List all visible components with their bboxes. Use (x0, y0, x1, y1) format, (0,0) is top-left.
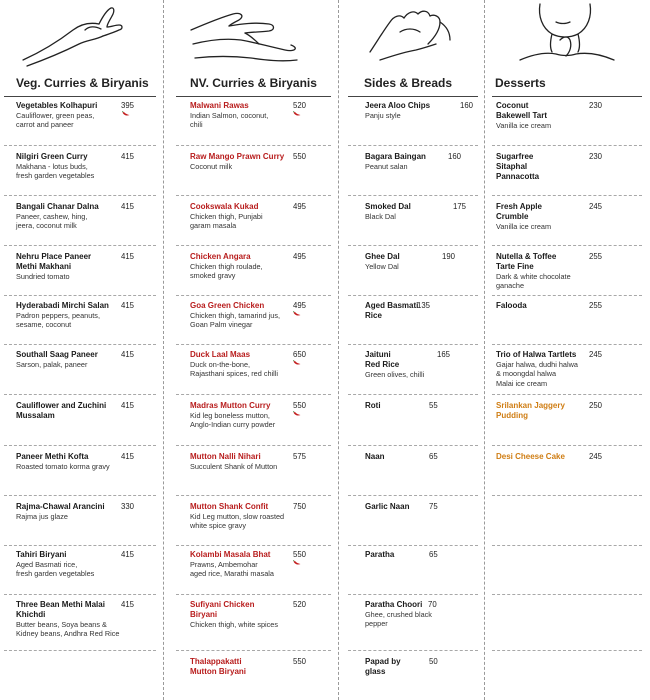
menu-item (16, 502, 166, 521)
row-divider (492, 344, 642, 345)
chili-icon (293, 311, 301, 317)
menu-item-description: Prawns, Ambemohar aged rice, Marathi masala (190, 560, 274, 579)
menu-item (16, 202, 166, 231)
heading-rule (492, 96, 642, 97)
heading-rule (176, 96, 331, 97)
menu-item-name: Nutella & Toffee Tarte Fine (496, 252, 557, 271)
hand-pinch-illustration (15, 0, 135, 68)
menu-item-name: Chicken Angara (190, 252, 251, 261)
menu-item-price: 255 (589, 301, 603, 310)
menu-item-price: 415 (121, 152, 135, 161)
menu-item (190, 600, 340, 629)
menu-item (365, 600, 515, 629)
column-heading: Desserts (495, 76, 546, 90)
menu-item-name: Coconut Bakewell Tart (496, 101, 547, 120)
menu-item (190, 301, 340, 330)
hands-rubbing-illustration (185, 0, 305, 68)
row-divider (348, 445, 478, 446)
menu-item-price: 650 (293, 350, 307, 359)
menu-item-name: Garlic Naan (365, 502, 410, 511)
menu-item-price: 550 (293, 550, 307, 559)
row-divider (348, 594, 478, 595)
menu-item (190, 550, 340, 579)
menu-item-price: 165 (437, 350, 451, 359)
row-divider (176, 344, 331, 345)
menu-item-name: Madras Mutton Curry (190, 401, 271, 410)
menu-item-price: 245 (589, 202, 603, 211)
menu-item-name: Aged Basmati Rice (365, 301, 419, 320)
row-divider (348, 545, 478, 546)
menu-item-description: Chicken thigh roulade, smoked gravy (190, 262, 263, 281)
menu-item-price: 415 (121, 550, 135, 559)
menu-item-price: 175 (453, 202, 467, 211)
menu-item-name: Fresh Apple Crumble (496, 202, 542, 221)
menu-item-price: 55 (429, 401, 438, 410)
menu-item-name: Bangali Chanar Dalna (16, 202, 99, 211)
menu-item-name: Nehru Place Paneer Methi Makhani (16, 252, 92, 271)
chili-icon (293, 111, 301, 117)
menu-item-description: Makhana - lotus buds, fresh garden vegetables (16, 162, 95, 181)
menu-item-description: Paneer, cashew, hing, jeera, coconut milk (16, 212, 88, 231)
menu-item (190, 657, 340, 677)
menu-item-description: Aged Basmati rice, fresh garden vegetables (16, 560, 95, 579)
menu-item (365, 202, 515, 221)
menu-item-name: Jaituni Red Rice (365, 350, 400, 369)
menu-item-description: Kid leg boneless mutton, Anglo-Indian curry powder (190, 411, 276, 430)
menu-item (190, 202, 340, 231)
menu-item-name: Duck Laal Maas (190, 350, 251, 359)
menu-item-price: 255 (589, 252, 603, 261)
menu-item-description: Gajar halwa, dudhi halwa & moongdal halwa Malai ice cream (496, 360, 578, 388)
heading-rule (348, 96, 478, 97)
menu-item (496, 152, 646, 182)
menu-item-name: Falooda (496, 301, 527, 310)
menu-item (16, 252, 166, 281)
menu-item (16, 550, 166, 579)
row-divider (176, 445, 331, 446)
menu-item-name: Trio of Halwa Tartlets (496, 350, 577, 359)
menu-item-name: Thalappakatti Mutton Biryani (190, 657, 246, 676)
menu-item (496, 101, 646, 130)
menu-item-price: 250 (589, 401, 603, 410)
menu-item-price: 135 (417, 301, 431, 310)
menu-item-price: 495 (293, 252, 307, 261)
menu-item-description: Chicken thigh, white spices (190, 620, 279, 629)
menu-item-price: 65 (429, 452, 438, 461)
menu-item (496, 202, 646, 231)
menu-item (365, 502, 515, 512)
menu-item-description: Chicken thigh, tamarind jus, Goan Palm vinegar (190, 311, 281, 330)
chili-icon (293, 560, 301, 566)
menu-item-description: Dark & white chocolate ganache (496, 272, 571, 291)
row-divider (4, 344, 156, 345)
row-divider (492, 545, 642, 546)
row-divider (492, 445, 642, 446)
menu-item-name: Three Bean Methi Malai Khichdi (16, 600, 105, 619)
menu-item (365, 301, 515, 321)
chili-icon (293, 411, 301, 417)
menu-item-name: Srilankan Jaggery Pudding (496, 401, 565, 420)
menu-item-description: Sarson, palak, paneer (16, 360, 88, 369)
menu-item (365, 452, 515, 462)
menu-item-name: Paneer Methi Kofta (16, 452, 89, 461)
menu-item-name: Paratha Choori (365, 600, 423, 609)
menu-item-name: Nilgiri Green Curry (16, 152, 88, 161)
menu-item-description: Vanilla ice cream (496, 121, 552, 130)
menu-item (190, 101, 340, 130)
menu-item-price: 330 (121, 502, 135, 511)
column-heading: NV. Curries & Biryanis (190, 76, 317, 90)
menu-item (16, 101, 166, 130)
menu-item-name: Malwani Rawas (190, 101, 249, 110)
row-divider (492, 594, 642, 595)
menu-item-price: 575 (293, 452, 307, 461)
row-divider (4, 295, 156, 296)
menu-item-name: Naan (365, 452, 385, 461)
menu-item-price: 160 (448, 152, 462, 161)
menu-item (16, 452, 166, 471)
menu-item (365, 101, 515, 120)
row-divider (492, 195, 642, 196)
menu-item (16, 152, 166, 181)
menu-item-description: Sundried tomato (16, 272, 70, 281)
menu-item (16, 350, 166, 369)
row-divider (176, 145, 331, 146)
menu-item-price: 230 (589, 152, 603, 161)
menu-item-description: Padron peppers, peanuts, sesame, coconut (16, 311, 100, 330)
row-divider (176, 394, 331, 395)
menu-item (365, 152, 515, 171)
menu-item-description: Rajma jus glaze (16, 512, 68, 521)
menu-item-name: Sugarfree Sitaphal Pannacotta (496, 152, 540, 181)
menu-item (190, 152, 340, 171)
menu-item-description: Vanilla ice cream (496, 222, 552, 231)
menu-item (496, 452, 646, 462)
menu-item-name: Smoked Dal (365, 202, 411, 211)
menu-item-name: Ghee Dal (365, 252, 400, 261)
menu-item-price: 495 (293, 202, 307, 211)
row-divider (492, 295, 642, 296)
row-divider (176, 245, 331, 246)
menu-item (496, 252, 646, 291)
menu-item-price: 230 (589, 101, 603, 110)
menu-item (365, 657, 515, 677)
menu-item-name: Mutton Shank Confit (190, 502, 269, 511)
row-divider (4, 394, 156, 395)
menu-item (16, 401, 166, 421)
row-divider (176, 195, 331, 196)
row-divider (4, 145, 156, 146)
menu-item-name: Rajma-Chawal Arancini (16, 502, 105, 511)
menu-item (496, 301, 646, 311)
menu-item-description: Panju style (365, 111, 401, 120)
menu-item-price: 75 (429, 502, 438, 511)
menu-item-description: Black Dal (365, 212, 396, 221)
menu-item (496, 350, 646, 388)
menu-item (496, 401, 646, 421)
row-divider (348, 295, 478, 296)
chili-icon (122, 111, 130, 117)
row-divider (4, 650, 156, 651)
row-divider (492, 495, 642, 496)
menu-item-price: 415 (121, 401, 135, 410)
row-divider (348, 195, 478, 196)
menu-item-description: Duck on-the-bone, Rajasthani spices, red chilli (190, 360, 279, 379)
menu-item (16, 301, 166, 330)
row-divider (176, 295, 331, 296)
row-divider (348, 344, 478, 345)
row-divider (348, 394, 478, 395)
menu-item (365, 252, 515, 271)
menu-item-description: Yellow Dal (365, 262, 399, 271)
menu-item-name: Mutton Nalli Nihari (190, 452, 261, 461)
menu-item-price: 750 (293, 502, 307, 511)
row-divider (492, 145, 642, 146)
menu-item-price: 550 (293, 152, 307, 161)
row-divider (492, 394, 642, 395)
menu-item (190, 452, 340, 471)
hand-tearing-illustration (360, 0, 460, 68)
chili-icon (293, 360, 301, 366)
menu-item (365, 350, 515, 379)
menu-item-name: Tahiri Biryani (16, 550, 67, 559)
row-divider (176, 594, 331, 595)
row-divider (348, 495, 478, 496)
menu-item-price: 50 (429, 657, 438, 666)
row-divider (492, 245, 642, 246)
menu-item-description: Peanut salan (365, 162, 408, 171)
menu-item-price: 190 (442, 252, 456, 261)
column-heading: Veg. Curries & Biryanis (16, 76, 149, 90)
menu-item-description: Roasted tomato korma gravy (16, 462, 110, 471)
menu-item-price: 550 (293, 657, 307, 666)
row-divider (348, 245, 478, 246)
menu-item-price: 245 (589, 350, 603, 359)
menu-item-description: Succulent Shank of Mutton (190, 462, 278, 471)
menu-item-name: Jeera Aloo Chips (365, 101, 431, 110)
menu-item-price: 160 (460, 101, 474, 110)
menu-item-price: 415 (121, 452, 135, 461)
menu-item (365, 401, 515, 411)
menu-item-price: 415 (121, 301, 135, 310)
menu-item-name: Desi Cheese Cake (496, 452, 565, 461)
menu-item-name: Paratha (365, 550, 395, 559)
menu-item (190, 401, 340, 430)
row-divider (348, 145, 478, 146)
menu-item-name: Kolambi Masala Bhat (190, 550, 271, 559)
menu-item-price: 415 (121, 600, 135, 609)
row-divider (176, 545, 331, 546)
row-divider (176, 650, 331, 651)
menu-item-name: Bagara Baingan (365, 152, 426, 161)
menu-item-name: Roti (365, 401, 381, 410)
row-divider (4, 245, 156, 246)
menu-item-description: Kid Leg mutton, slow roasted white spice gravy (190, 512, 285, 531)
menu-item (16, 600, 166, 639)
heading-rule (4, 96, 156, 97)
menu-item (365, 550, 515, 560)
menu-item (190, 502, 340, 531)
menu-item-name: Cookswala Kukad (190, 202, 259, 211)
menu-item-description: Cauliflower, green peas, carrot and paneer (16, 111, 95, 130)
row-divider (492, 650, 642, 651)
menu-item-description: Ghee, crushed black pepper (365, 610, 432, 629)
column-heading: Sides & Breads (364, 76, 453, 90)
menu-item-price: 65 (429, 550, 438, 559)
menu-item-price: 70 (428, 600, 437, 609)
menu-item-price: 495 (293, 301, 307, 310)
menu-item-description: Butter beans, Soya beans & Kidney beans, Andhra Red Rice (16, 620, 120, 639)
menu-item-price: 415 (121, 252, 135, 261)
menu-item-name: Hyderabadi Mirchi Salan (16, 301, 109, 310)
menu-item-name: Raw Mango Prawn Curry (190, 152, 285, 161)
menu-item-name: Cauliflower and Zuchini Mussalam (16, 401, 107, 420)
menu-item-price: 415 (121, 202, 135, 211)
row-divider (348, 650, 478, 651)
menu-item-description: Chicken thigh, Punjabi garam masala (190, 212, 263, 231)
menu-item-name: Goa Green Chicken (190, 301, 265, 310)
row-divider (4, 445, 156, 446)
menu-item-price: 245 (589, 452, 603, 461)
menu-item-price: 520 (293, 101, 307, 110)
menu-item-description: Green olives, chilli (365, 370, 425, 379)
menu-item-name: Southall Saag Paneer (16, 350, 98, 359)
person-eating-illustration (500, 0, 630, 68)
menu-item-name: Vegetables Kolhapuri (16, 101, 98, 110)
menu-item (190, 350, 340, 379)
row-divider (4, 545, 156, 546)
menu-item-description: Indian Salmon, coconut, chili (190, 111, 269, 130)
row-divider (4, 594, 156, 595)
menu-item-price: 550 (293, 401, 307, 410)
menu-item (190, 252, 340, 281)
menu-item-price: 395 (121, 101, 135, 110)
menu-item-price: 415 (121, 350, 135, 359)
menu-item-description: Coconut milk (190, 162, 233, 171)
menu-item-price: 520 (293, 600, 307, 609)
row-divider (4, 195, 156, 196)
menu-item-name: Papad by glass (365, 657, 401, 676)
menu-item-name: Sufiyani Chicken Biryani (190, 600, 255, 619)
row-divider (4, 495, 156, 496)
row-divider (176, 495, 331, 496)
